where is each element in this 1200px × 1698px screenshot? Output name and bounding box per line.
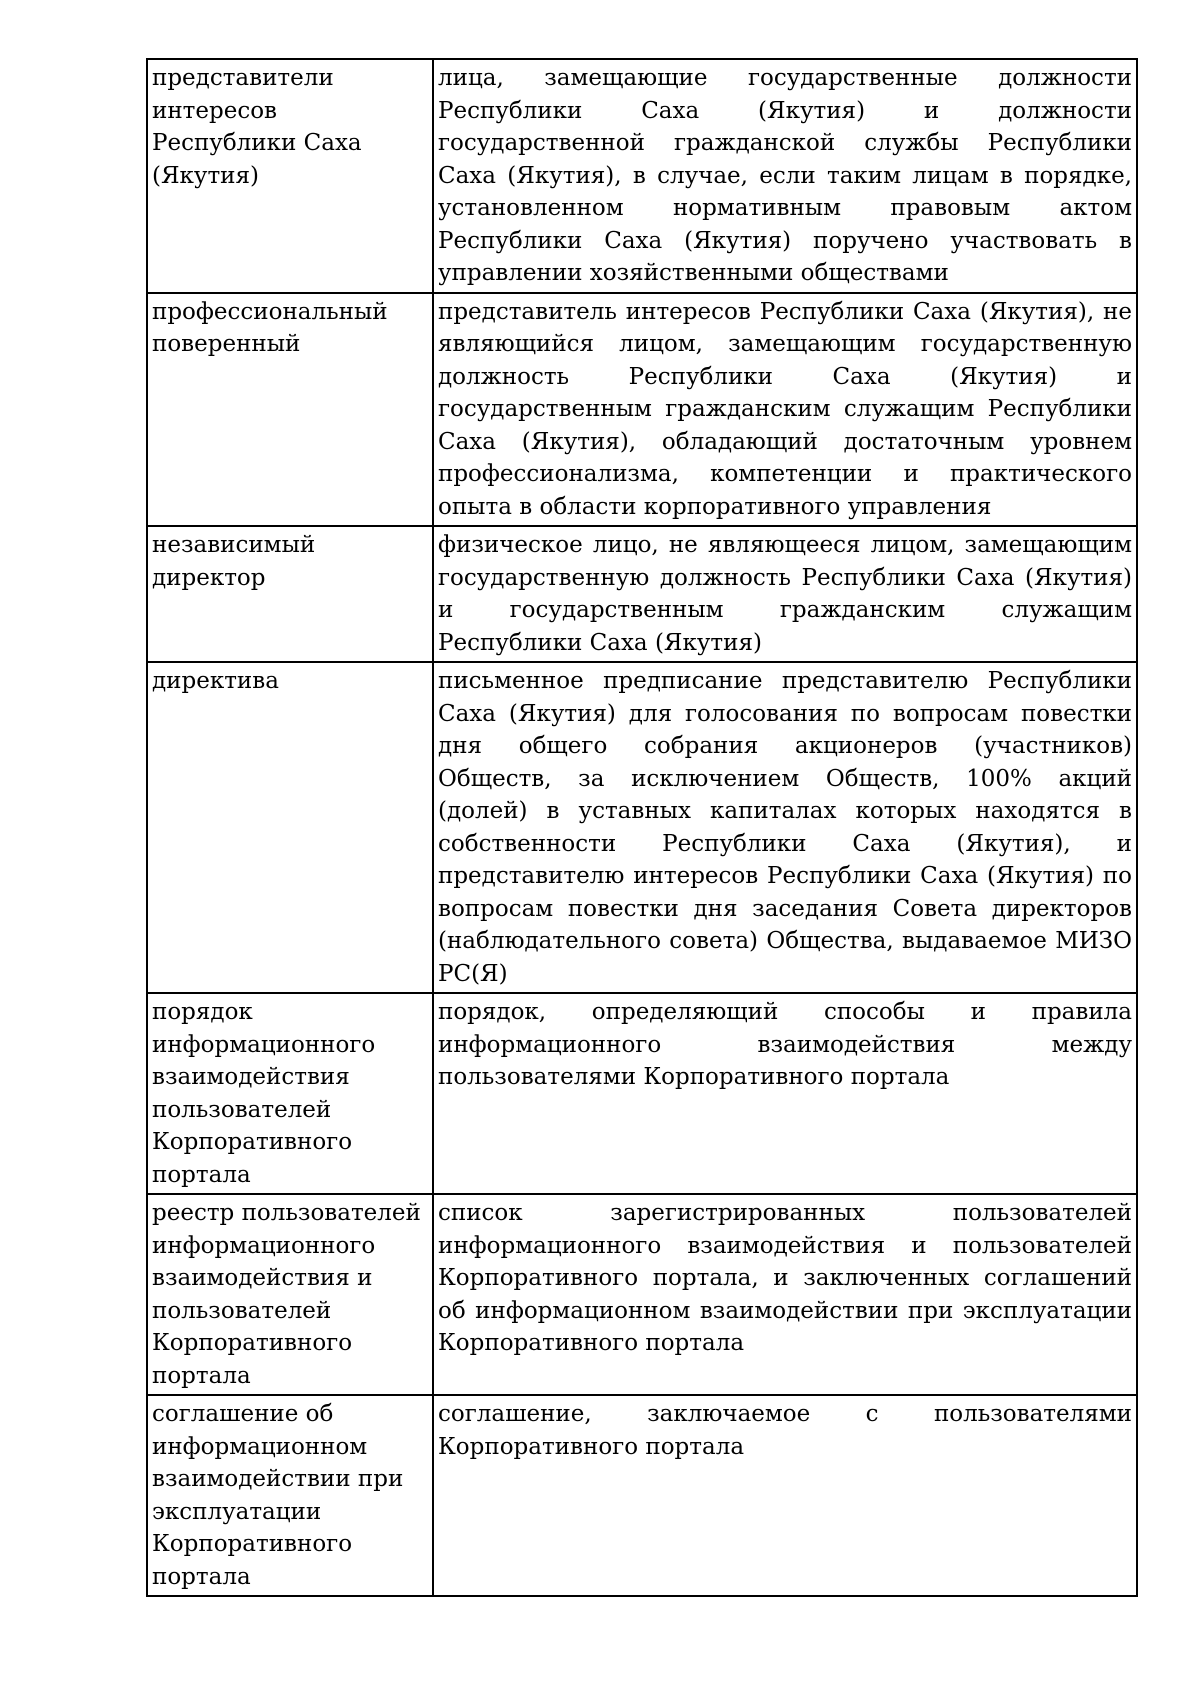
definition-cell: письменное предписание представителю Республики Саха (Якутия) для голосования по вопросам повестки дня общего собрания акционеров (участников) Обществ, за исключением Обществ, 100% акций (долей) в уставных капиталах которых находятся в собственности Республики Саха (Якутия), и представителю интересов Республики Саха (Якутия) по вопросам повестки дня заседания Совета директоров (наблюдательного совета) Общества, выдаваемое МИЗО РС(Я) bbox=[433, 662, 1137, 993]
term-cell: профессиональный поверенный bbox=[147, 293, 433, 527]
definition-cell: список зарегистрированных пользователей информационного взаимодействия и пользователей Корпоративного портала, и заключенных соглашений об информационном взаимодействии при эксплуатации Корпоративного портала bbox=[433, 1194, 1137, 1395]
table-row bbox=[147, 59, 1137, 293]
definition-cell: соглашение, заключаемое с пользователями Корпоративного портала bbox=[433, 1395, 1137, 1596]
table-row bbox=[147, 1395, 1137, 1596]
definitions-table bbox=[146, 58, 1138, 1597]
definition-cell: лица, замещающие государственные должности Республики Саха (Якутия) и должности государственной гражданской службы Республики Саха (Якутия), в случае, если таким лицам в порядке, установленном нормативным правовым актом Республики Саха (Якутия) поручено участвовать в управлении хозяйственными обществами bbox=[433, 59, 1137, 293]
table-row bbox=[147, 526, 1137, 662]
term-cell: независимый директор bbox=[147, 526, 433, 662]
table-row bbox=[147, 293, 1137, 527]
term-cell: соглашение об информационном взаимодействии при эксплуатации Корпоративного портала bbox=[147, 1395, 433, 1596]
term-cell: директива bbox=[147, 662, 433, 993]
definition-cell: физическое лицо, не являющееся лицом, замещающим государственную должность Республики Саха (Якутия) и государственным гражданским служащим Республики Саха (Якутия) bbox=[433, 526, 1137, 662]
term-cell: реестр пользователей информационного взаимодействия и пользователей Корпоративного портала bbox=[147, 1194, 433, 1395]
definition-cell: представитель интересов Республики Саха (Якутия), не являющийся лицом, замещающим государственную должность Республики Саха (Якутия) и государственным гражданским служащим Республики Саха (Якутия), обладающий достаточным уровнем профессионализма, компетенции и практического опыта в области корпоративного управления bbox=[433, 293, 1137, 527]
term-cell: представители интересов Республики Саха (Якутия) bbox=[147, 59, 433, 293]
definition-cell: порядок, определяющий способы и правила информационного взаимодействия между пользователями Корпоративного портала bbox=[433, 993, 1137, 1194]
table-row bbox=[147, 662, 1137, 993]
table-row bbox=[147, 993, 1137, 1194]
table-row bbox=[147, 1194, 1137, 1395]
term-cell: порядок информационного взаимодействия пользователей Корпоративного портала bbox=[147, 993, 433, 1194]
